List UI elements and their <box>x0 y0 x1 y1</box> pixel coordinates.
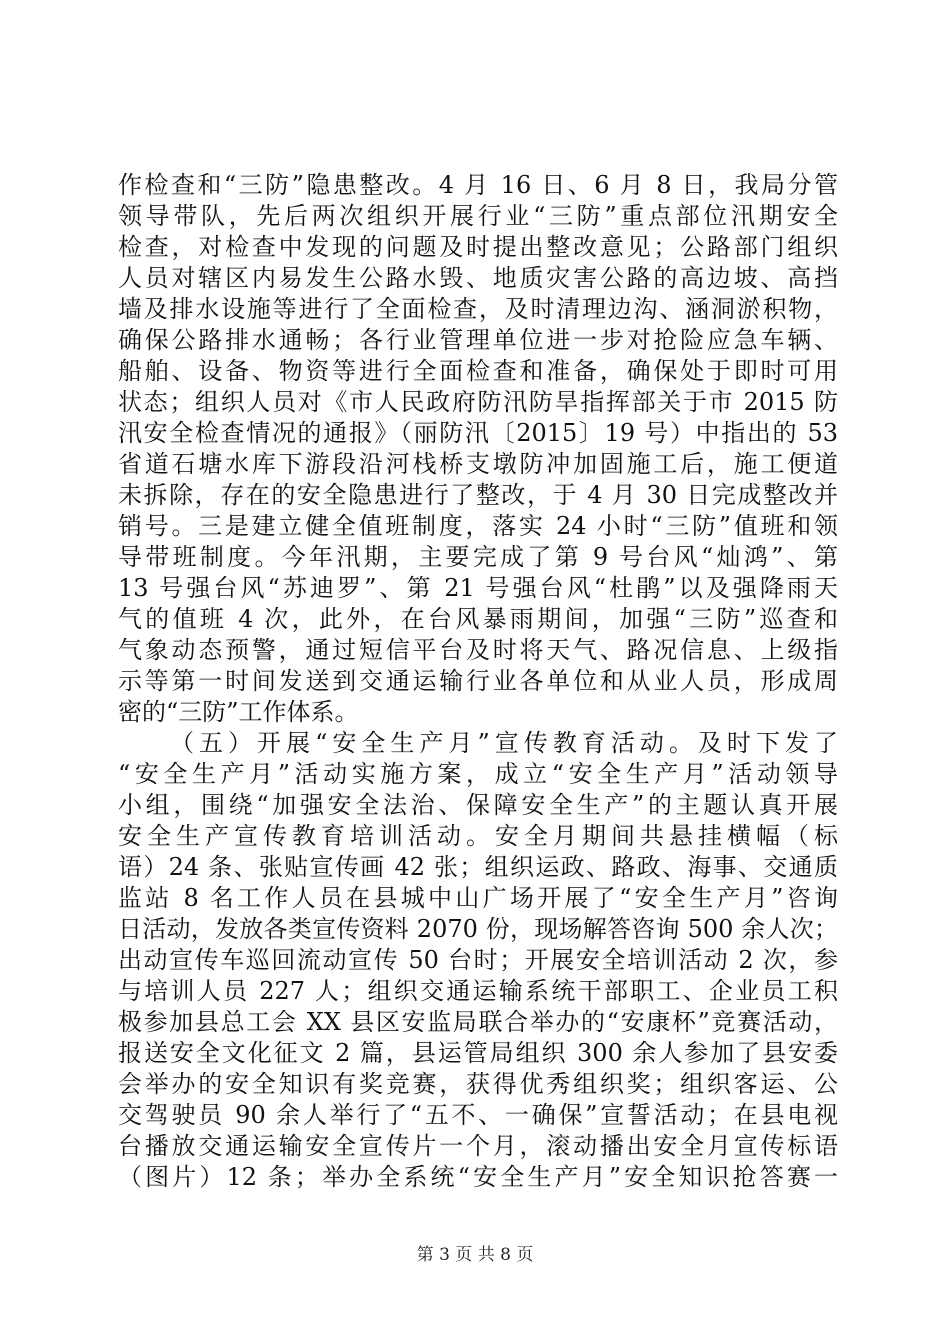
text-line: 气象动态预警，通过短信平台及时将天气、路况信息、上级指 <box>118 636 838 664</box>
text-line: 语）24 条、张贴宣传画 42 张；组织运政、路政、海事、交通质 <box>118 853 838 881</box>
text-line: 13 号强台风“苏迪罗”、第 21 号强台风“杜鹃”以及强降雨天 <box>118 574 838 602</box>
text-line: 检查，对检查中发现的问题及时提出整改意见；公路部门组织 <box>118 233 838 261</box>
text-line: “安全生产月”活动实施方案，成立“安全生产月”活动领导 <box>118 760 838 788</box>
text-line: 交驾驶员 90 余人举行了“五不、一确保”宣誓活动；在县电视 <box>118 1101 838 1129</box>
text-line: 与培训人员 227 人；组织交通运输系统干部职工、企业员工积 <box>118 977 838 1005</box>
text-line: 状态；组织人员对《市人民政府防汛防旱指挥部关于市 2015 防 <box>118 388 838 416</box>
text-line: 极参加县总工会 XX 县区安监局联合举办的“安康杯”竞赛活动， <box>118 1008 838 1036</box>
text-line: 确保公路排水通畅；各行业管理单位进一步对抢险应急车辆、 <box>118 326 838 354</box>
text-line: 汛安全检查情况的通报》（丽防汛〔2015〕19 号）中指出的 53 <box>118 419 838 447</box>
text-line: 密的“三防”工作体系。 <box>118 698 359 726</box>
text-line: 销号。三是建立健全值班制度，落实 24 小时“三防”值班和领 <box>118 512 838 540</box>
text-line: （图片）12 条；举办全系统“安全生产月”安全知识抢答赛一 <box>118 1163 838 1191</box>
text-line: 会举办的安全知识有奖竞赛，获得优秀组织奖；组织客运、公 <box>118 1070 838 1098</box>
text-line: 安全生产宣传教育培训活动。安全月期间共悬挂横幅（标 <box>118 822 838 850</box>
text-line: 人员对辖区内易发生公路水毁、地质灾害公路的高边坡、高挡 <box>118 264 838 292</box>
section-heading-line: （五）开展“安全生产月”宣传教育活动。及时下发了 <box>170 729 838 757</box>
text-line: 作检查和“三防”隐患整改。4 月 16 日、6 月 8 日，我局分管 <box>118 171 838 199</box>
text-line: 未拆除，存在的安全隐患进行了整改，于 4 月 30 日完成整改并 <box>118 481 838 509</box>
body-text <box>118 170 838 1193</box>
text-line: 监站 8 名工作人员在县城中山广场开展了“安全生产月”咨询 <box>118 884 838 912</box>
page-number-footer: 第 3 页 共 8 页 <box>416 1245 534 1265</box>
text-line: 报送安全文化征文 2 篇，县运管局组织 300 余人参加了县安委 <box>118 1039 838 1067</box>
text-line: 省道石塘水库下游段沿河栈桥支墩防冲加固施工后，施工便道 <box>118 450 838 478</box>
text-line: 示等第一时间发送到交通运输行业各单位和从业人员，形成周 <box>118 667 838 695</box>
text-line: 船舶、设备、物资等进行全面检查和准备，确保处于即时可用 <box>118 357 838 385</box>
text-line: 领导带队，先后两次组织开展行业“三防”重点部位汛期安全 <box>118 202 838 230</box>
text-line: 气的值班 4 次，此外，在台风暴雨期间，加强“三防”巡查和 <box>118 605 838 633</box>
text-line: 出动宣传车巡回流动宣传 50 台时；开展安全培训活动 2 次，参 <box>118 946 838 974</box>
text-line: 墙及排水设施等进行了全面检查，及时清理边沟、涵洞淤积物， <box>118 295 838 323</box>
text-line: 小组，围绕“加强安全法治、保障安全生产”的主题认真开展 <box>118 791 838 819</box>
text-line: 日活动，发放各类宣传资料 2070 份，现场解答咨询 500 余人次； <box>118 915 838 943</box>
text-line: 导带班制度。今年汛期，主要完成了第 9 号台风“灿鸿”、第 <box>118 543 838 571</box>
text-line: 台播放交通运输安全宣传片一个月，滚动播出安全月宣传标语 <box>118 1132 838 1160</box>
